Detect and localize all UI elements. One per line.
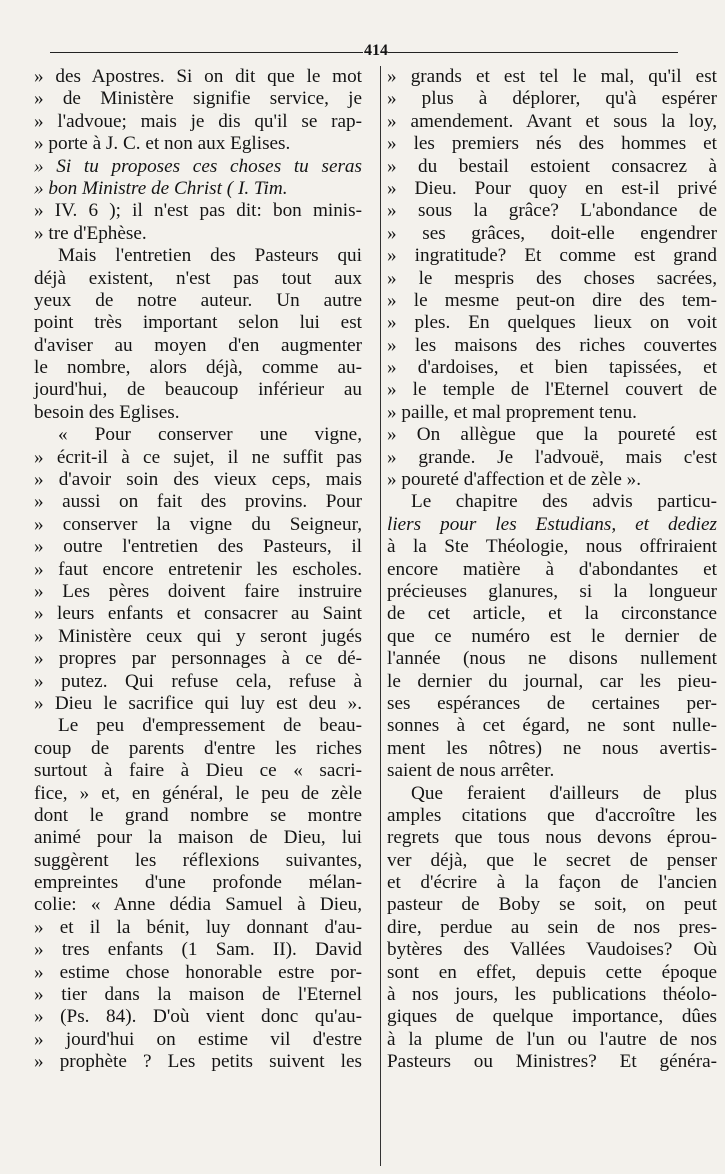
text-line: » amendement. Avant et sous la loy, [387, 110, 717, 132]
text-line: » d'ardoises, et bien tapissées, et [387, 357, 717, 379]
text-line: » les premiers nés des hommes et [387, 133, 717, 155]
text-line: » plus à déplorer, qu'à espérer [387, 88, 717, 110]
text-line: fice, » et, en général, le peu de zèle [34, 782, 362, 804]
text-line: colie: « Anne dédia Samuel à Dieu, [34, 894, 362, 916]
text-line: ver déjà, que le secret de penser [387, 849, 717, 871]
text-line: » écrit-il à ce sujet, il ne suffit pas [34, 446, 362, 468]
text-line: bytères des Vallées Vaudoises? Où [387, 939, 717, 961]
text-line: » leurs enfants et consacrer au Saint [34, 603, 362, 625]
text-line: déjà existent, n'est pas tout aux [34, 267, 362, 289]
text-line: et d'écrire à la façon de l'ancien [387, 872, 717, 894]
text-line: animé pour la maison de Dieu, lui [34, 827, 362, 849]
text-line: « Pour conserver une vigne, [58, 424, 362, 446]
page-number: 414 [364, 42, 388, 59]
text-line: pasteur de Boby se soit, on peut [387, 894, 717, 916]
text-line: yeux de notre auteur. Un autre [34, 289, 362, 311]
text-line: » conserver la vigne du Seigneur, [34, 513, 362, 535]
column-divider [380, 66, 381, 1166]
text-line: » ples. En quelques lieux on voit [387, 312, 717, 334]
text-line: encore matière à d'abondantes et [387, 558, 717, 580]
text-line: » l'advoue; mais je dis qu'il se rap- [34, 110, 362, 132]
text-line: » poureté d'affection et de zèle ». [387, 469, 642, 491]
text-line: » faut encore entretenir les escholes. [34, 558, 362, 580]
text-line: » paille, et mal proprement tenu. [387, 401, 637, 423]
text-line: de cet article, et la circonstance [387, 603, 717, 625]
text-line: suggèrent les réflexions suivantes, [34, 849, 362, 871]
text-line: le dernier du journal, car les pieu- [387, 670, 717, 692]
text-line: » bon Ministre de Christ ( I. Tim. [34, 177, 288, 199]
text-line: saient de nous arrêter. [387, 760, 555, 782]
text-line: que ce numéro est le dernier de [387, 625, 717, 647]
text-line: Mais l'entretien des Pasteurs qui [58, 245, 362, 267]
text-line: » putez. Qui refuse cela, refuse à [34, 670, 362, 692]
text-line: » ingratitude? Et comme est grand [387, 245, 717, 267]
text-line: » sous la grâce? L'abondance de [387, 200, 717, 222]
text-line: à la Ste Théologie, nous offriraient [387, 536, 717, 558]
text-line: dire, perdue au sein de nos pres- [387, 916, 717, 938]
text-line: » des Apostres. Si on dit que le mot [34, 66, 362, 87]
text-line: » du bestail estoient consacrez à [387, 155, 717, 177]
text-line: Le chapitre des advis particu- [411, 491, 717, 513]
text-line: à la plume de l'un ou l'autre de nos [387, 1028, 717, 1050]
text-line: » tier dans la maison de l'Eternel [34, 984, 362, 1006]
text-line: sonnes à cet égard, ne sont nulle- [387, 715, 717, 737]
text-line: » d'avoir soin des vieux ceps, mais [34, 469, 362, 491]
text-line: amples citations que d'accroître les [387, 804, 717, 826]
text-line: le nombre, alors déjà, comme au- [34, 357, 362, 379]
text-line: point très important selon lui est [34, 312, 362, 334]
text-line: » le mesme peut-on dire des tem- [387, 289, 717, 311]
text-line: regrets que tous nous devons éprou- [387, 827, 717, 849]
text-line: l'année (nous ne disons nullement [387, 648, 717, 670]
text-line: » prophète ? Les petits suivent les [34, 1051, 362, 1073]
header-rule-left [50, 52, 363, 53]
text-line: » le mespris des choses sacrées, [387, 267, 717, 289]
text-line: » Si tu proposes ces choses tu seras [34, 155, 362, 177]
text-line: » tre d'Ephèse. [34, 222, 147, 244]
text-line: » tres enfants (1 Sam. II). David [34, 939, 362, 961]
text-line: précieuses glanures, si la longueur [387, 580, 717, 602]
text-line: coup de parents d'entre les riches [34, 737, 362, 759]
page-header [0, 40, 725, 64]
text-line: » porte à J. C. et non aux Eglises. [34, 133, 291, 155]
text-line: » ses grâces, doit-elle engendrer [387, 222, 717, 244]
text-line: surtout à faire à Dieu ce « sacri- [34, 760, 362, 782]
text-line: » (Ps. 84). D'où vient donc qu'au- [34, 1006, 362, 1028]
text-line: besoin des Eglises. [34, 401, 180, 423]
text-line: Que feraient d'ailleurs de plus [411, 782, 717, 804]
text-line: » propres par personnages à ce dé- [34, 648, 362, 670]
text-line: Le peu d'empressement de beau- [58, 715, 362, 737]
text-line: » Ministère ceux qui y seront jugés [34, 625, 362, 647]
right-column [387, 66, 717, 1074]
text-line: » le temple de l'Eternel couvert de [387, 379, 717, 401]
text-line: ment les nôtres) ne nous avertis- [387, 737, 717, 759]
text-line: dont le grand nombre se montre [34, 804, 362, 826]
text-line: empreintes d'une profonde mélan- [34, 872, 362, 894]
text-line: liers pour les Estudians, et dediez [387, 513, 717, 535]
left-column [34, 66, 362, 1074]
text-line: » aussi on fait des provins. Pour [34, 491, 362, 513]
text-line: » les maisons des riches couvertes [387, 334, 717, 356]
text-line: » grande. Je l'advouë, mais c'est [387, 446, 717, 468]
text-line: jourd'hui, de beaucoup inférieur au [34, 379, 362, 401]
text-line: à nos jours, les publications théolo- [387, 984, 717, 1006]
header-rule-right [388, 52, 678, 53]
text-line: Pasteurs ou Ministres? Et généra- [387, 1051, 717, 1073]
text-line: giques de quelque importance, dûes [387, 1006, 717, 1028]
text-line: » IV. 6 ); il n'est pas dit: bon minis- [34, 200, 362, 222]
text-line: » estime chose honorable estre por- [34, 961, 362, 983]
text-line: » On allègue que la poureté est [387, 424, 717, 446]
text-line: » grands et est tel le mal, qu'il est [387, 66, 717, 87]
text-line: » Dieu le sacrifice qui luy est deu ». [34, 692, 362, 714]
text-line: » outre l'entretien des Pasteurs, il [34, 536, 362, 558]
text-line: sont en effet, depuis cette époque [387, 961, 717, 983]
text-line: » jourd'hui on estime vil d'estre [34, 1028, 362, 1050]
text-line: » Les pères doivent faire instruire [34, 580, 362, 602]
text-line: ses espérances de certaines per- [387, 692, 717, 714]
text-line: » de Ministère signifie service, je [34, 88, 362, 110]
text-line: d'aviser au moyen d'en augmenter [34, 334, 362, 356]
text-line: » Dieu. Pour quoy en est-il privé [387, 177, 717, 199]
text-line: » et il la bénit, luy donnant d'au- [34, 916, 362, 938]
